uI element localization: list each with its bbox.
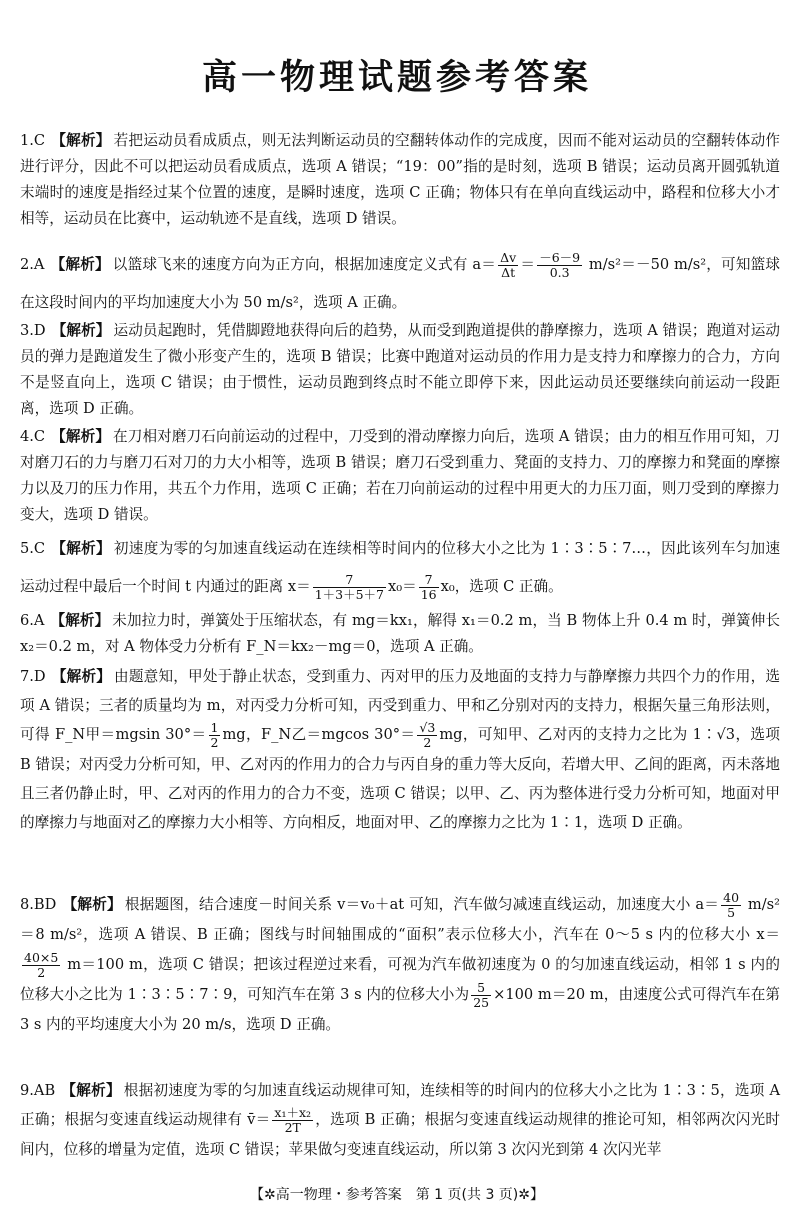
equals-sign: ＝ — [520, 256, 536, 273]
denominator: 0.3 — [549, 264, 570, 280]
analysis-tag: 【解析】 — [51, 322, 111, 339]
answer-number: 8.BD — [20, 896, 57, 913]
analysis-tag: 【解析】 — [62, 896, 122, 913]
answer-number: 9.AB — [20, 1082, 56, 1099]
answer-text: 运动员起跑时，凭借脚蹬地获得向后的趋势，从而受到跑道提供的静摩擦力，选项 A 错误；跑道对运动员的弹力是跑道发生了微小形变产生的，选项 B 错误；比赛中跑道对运动员的作用力是支持力和摩擦力的合力，方向不是竖直向上，选项 C 错误；由于惯性，运动员跑到终点时不能立即停下来，因此运动员还要继续向前运动一段距离，选项 D 正确。 — [20, 322, 780, 417]
answer-9 — [20, 1076, 780, 1164]
answer-text: m/s²＝8 m/s²，选项 A 错误、B 正确；图线与时间轴围成的“面积”表示位移大小，汽车在 0～5 s 内的位移大小 x＝ — [20, 896, 780, 943]
analysis-tag: 【解析】 — [51, 428, 111, 445]
answer-7 — [20, 662, 780, 837]
numerator: x₁＋x₂ — [274, 1104, 312, 1120]
page-footer: 【✲高一物理・参考答案 第 1 页(共 3 页)✲】 — [250, 1187, 544, 1203]
analysis-tag: 【解析】 — [51, 540, 111, 557]
analysis-tag: 【解析】 — [51, 132, 111, 149]
answer-number: 4.C — [20, 428, 46, 445]
numerator: 5 — [471, 981, 491, 996]
answer-number: 5.C — [20, 540, 46, 557]
fraction — [721, 891, 741, 920]
answer-8 — [20, 890, 780, 1040]
answer-6 — [20, 608, 780, 660]
analysis-tag: 【解析】 — [61, 1082, 121, 1099]
answer-3 — [20, 318, 780, 422]
answer-text: ，选项 B 正确；根据匀变速直线运动规律的推论可知，相邻两次闪光时间内，位移的增量为定值，选项 C 错误；苹果做匀变速直线运动，所以第 3 次闪光到第 4 次闪光苹 — [20, 1111, 780, 1158]
denominator: 2 — [37, 964, 46, 980]
answer-text: 未加拉力时，弹簧处于压缩状态，有 mg＝kx₁，解得 x₁＝0.2 m，当 B 物体上升 0.4 m 时，弹簧伸长 x₂＝0.2 m，对 A 物体受力分析有 F_N＝kx₂－mg＝0，选项 A 正确。 — [20, 612, 780, 655]
numerator: Δv — [500, 249, 517, 265]
answer-number: 6.A — [20, 612, 45, 629]
analysis-tag: 【解析】 — [50, 612, 110, 629]
fraction — [471, 981, 491, 1010]
answer-text: mg，F_N乙＝mgcos 30°＝ — [222, 726, 416, 743]
numerator: 40×5 — [24, 949, 59, 965]
fraction — [419, 573, 439, 602]
numerator: 7 — [419, 573, 439, 588]
denominator: Δt — [501, 264, 516, 280]
numerator: 1 — [210, 719, 219, 735]
fraction — [313, 573, 386, 602]
fraction — [537, 251, 582, 280]
answer-number: 3.D — [20, 322, 46, 339]
denominator: 2 — [210, 734, 219, 750]
answer-text: 由题意知，甲处于静止状态，受到重力、丙对甲的压力及地面的支持力与静摩擦力共四个力的作用，选项 A 错误；三者的质量均为 m，对丙受力分析可知，丙受到重力、甲和乙分别对丙的支持力，根据矢量三角形法则，可得 F_N甲＝mgsin 30°＝ — [20, 668, 780, 743]
answer-text: ×100 m＝20 m，由速度公式可得汽车在第 3 s 内的平均速度大小为 20 m/s，选项 D 正确。 — [20, 986, 781, 1033]
answer-number: 7.D — [20, 668, 46, 685]
answer-text: x₀＝ — [388, 578, 417, 595]
answer-text: x₀，选项 C 正确。 — [440, 578, 563, 595]
answer-text: mg，可知甲、乙对丙的支持力之比为 1∶√3，选项 B 错误；对丙受力分析可知，甲、乙对丙的作用力的合力与丙自身的重力等大反向，若增大甲、乙间的距离，丙未落地且三者仍静止时，甲、乙对丙的作用力的合力不变，选项 C 错误；以甲、乙、丙为整体进行受力分析可知，地面对甲的摩擦力与地面对乙的摩擦力大小相等、方向相反，地面对甲、乙的摩擦力之比为 1∶1，选项 D 正确。 — [20, 726, 780, 831]
numerator: 40 — [723, 889, 740, 905]
fraction — [498, 251, 518, 280]
answer-text: 以篮球飞来的速度方向为正方向，根据加速度定义式有 a＝ — [112, 256, 497, 273]
answer-text: 若把运动员看成质点，则无法判断运动员的空翻转体动作的完成度，因而不能对运动员的空翻转体动作进行评分，因此不可以把运动员看成质点，选项 A 错误；“19：00”指的是时刻，选项 B 错误；运动员离开圆弧轨道末端时的速度是指经过某个位置的速度，是瞬时速度，选项 C 正确；物体只有在单向直线运动中，路程和位移大小才相等，运动员在比赛中，运动轨迹不是直线，选项 D 错误。 — [20, 132, 780, 227]
answer-number: 1.C — [20, 132, 46, 149]
denominator: 16 — [420, 586, 437, 602]
answer-text: 根据初速度为零的匀加速直线运动规律可知，连续相等的时间内的位移大小之比为 1∶3∶5，选项 A 正确；根据匀变速直线运动规律有 v̄＝ — [20, 1082, 780, 1128]
page-title: 高一物理试题参考答案 — [201, 58, 592, 98]
fraction — [22, 951, 60, 980]
answer-text: m/s²＝－50 m/s²，可知篮球在这段时间内的平均加速度大小为 50 m/s²，选项 A 正确。 — [20, 256, 780, 311]
answer-1 — [20, 128, 780, 232]
answer-text: m＝100 m，选项 C 错误；把该过程逆过来看，可视为汽车做初速度为 0 的匀加速直线运动，相邻 1 s 内的位移大小之比为 1∶3∶5∶7∶9，可知汽车在第 3 s 内的位移大小为 — [20, 956, 780, 1003]
numerator: √3 — [419, 719, 436, 735]
answer-2 — [20, 246, 780, 322]
analysis-tag: 【解析】 — [51, 668, 112, 685]
denominator: 2 — [423, 734, 432, 750]
analysis-tag: 【解析】 — [50, 256, 110, 273]
denominator: 5 — [727, 904, 736, 920]
denominator: 25 — [473, 994, 490, 1010]
fraction — [272, 1106, 313, 1135]
numerator: 7 — [313, 573, 386, 588]
answer-text: 根据题图，结合速度－时间关系 v＝v₀＋at 可知，汽车做匀减速直线运动，加速度大小 a＝ — [124, 896, 720, 913]
fraction — [209, 721, 221, 750]
answer-number: 2.A — [20, 256, 45, 273]
fraction — [417, 721, 437, 750]
numerator: －6－9 — [539, 249, 581, 265]
denominator: 1＋3＋5＋7 — [314, 586, 385, 602]
denominator: 2T — [284, 1119, 301, 1135]
answer-4 — [20, 424, 780, 528]
answer-text: 初速度为零的匀加速直线运动在连续相等时间内的位移大小之比为 1∶3∶5∶7…，因此该列车匀加速运动过程中最后一个时间 t 内通过的距离 x＝ — [20, 540, 780, 595]
answer-text: 在刀相对磨刀石向前运动的过程中，刀受到的滑动摩擦力向后，选项 A 错误；由力的相互作用可知，刀对磨刀石的力与磨刀石对刀的力大小相等，选项 B 错误；磨刀石受到重力、凳面的支持力、刀的摩擦力和凳面的摩擦力以及刀的压力作用，共五个力作用，选项 C 正确；若在刀向前运动的过程中用更大的力压刀面，则刀受到的摩擦力变大，选项 D 错误。 — [20, 428, 780, 523]
answer-5 — [20, 530, 780, 606]
